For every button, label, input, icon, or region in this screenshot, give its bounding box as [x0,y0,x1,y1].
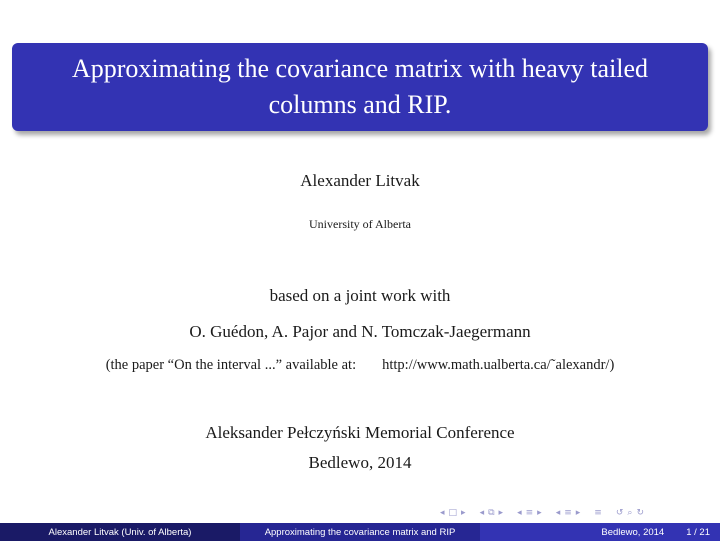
nav-section-next-icon[interactable]: ▸ [575,508,581,518]
slide-title-box [12,43,708,131]
nav-subsection-icon[interactable]: ≡ [525,508,534,518]
footer-short-title: Approximating the covariance matrix and RIP [240,523,480,541]
nav-first-icon[interactable]: ◂ [440,508,445,518]
nav-section-icon[interactable]: ≡ [564,508,572,518]
slide-footer [0,523,720,541]
footer-right [480,523,720,541]
nav-back-icon[interactable]: ↺ [615,508,624,518]
slide-title: Approximating the covariance matrix with heavy tailed columns and RIP. [71,54,649,119]
footer-page-number: 1 / 21 [686,526,710,538]
nav-next-icon[interactable]: ▸ [461,508,466,518]
conference-place-year: Bedlewo, 2014 [308,453,412,472]
nav-forward-icon[interactable]: ↻ [636,508,644,518]
nav-subsection-prev-icon[interactable]: ◂ [517,508,522,518]
joint-work-intro: based on a joint work with [269,286,451,305]
paper-note [0,357,720,374]
footer-author: Alexander Litvak (Univ. of Alberta) [0,523,240,541]
author-affiliation: University of Alberta [309,217,411,231]
author-name: Alexander Litvak [300,171,420,190]
footer-location: Bedlewo, 2014 [601,526,665,538]
paper-url-link[interactable]: http://www.math.ualberta.ca/˜alexandr/) [382,357,615,373]
nav-section-prev-icon[interactable]: ◂ [555,508,561,518]
conference-name: Aleksander Pełczyński Memorial Conference [205,423,515,442]
nav-search-icon[interactable]: ⌕ [627,508,633,518]
paper-note-text: (the paper “On the interval ...” available at: [105,357,357,373]
coauthors: O. Guédon, A. Pajor and N. Tomczak-Jaegermann [189,322,531,341]
nav-frame-next-icon[interactable]: ▸ [498,508,504,518]
nav-appendix-icon[interactable]: ≡ [594,508,602,518]
nav-subsection-next-icon[interactable]: ▸ [537,508,542,518]
nav-frame-prev-icon[interactable]: ◂ [479,508,485,518]
nav-frame-icon[interactable]: ⧉ [488,508,495,518]
nav-prev-icon[interactable]: □ [448,508,458,518]
beamer-navigation [440,506,720,520]
